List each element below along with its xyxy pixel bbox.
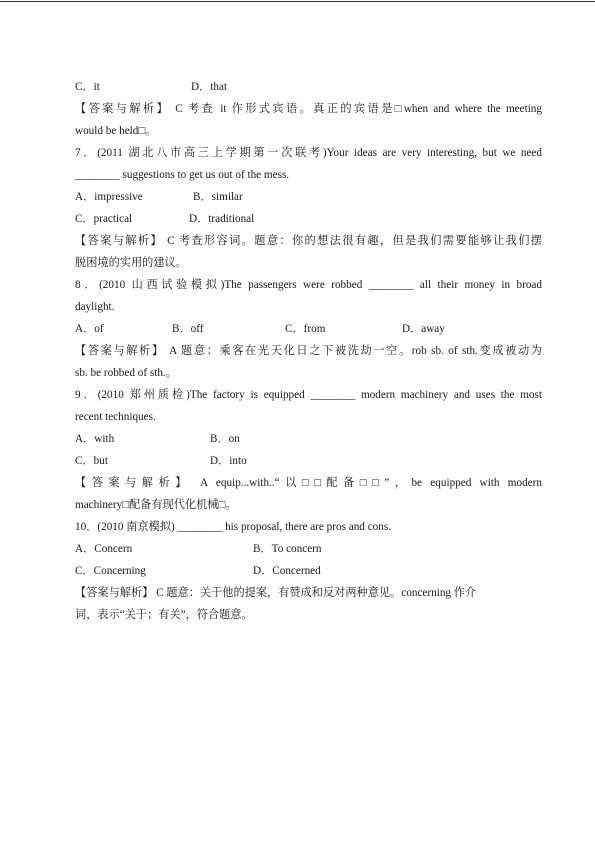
q10-options-row-1	[75, 538, 542, 560]
q7-options-row-2	[75, 208, 542, 230]
q6-answer-line-1: 【答案与解析】 C 考查 it 作形式宾语。真正的宾语是□when and where the meeting	[75, 103, 542, 115]
q10-option-b: B．To concern	[253, 543, 322, 555]
q9-answer-line-1: 【答案与解析】 A equip...with..“以□□配备□□”，be equipped with modern	[75, 477, 542, 489]
page-top-rule	[0, 1, 595, 2]
q7-answer-line-1: 【答案与解析】 C 考查形容词。题意：你的想法很有趣，但是我们需要能够让我们摆	[75, 235, 542, 247]
q9-option-b: B．on	[210, 433, 240, 445]
q7-stem-line-1: 7．(2011 湖北八市高三上学期第一次联考)Your ideas are very interesting, but we need	[75, 147, 542, 159]
q7-option-a: A．impressive	[75, 191, 143, 203]
q6-options-row	[75, 76, 542, 98]
q9-option-a: A．with	[75, 433, 115, 445]
q8-option-d: D．away	[402, 323, 445, 335]
q9-options-row-1	[75, 428, 542, 450]
q9-option-c: C．but	[75, 455, 108, 467]
q9-options-row-2	[75, 450, 542, 472]
q8-answer-line-1: 【答案与解析】 A 题意：乘客在光天化日之下被洗劫一空。rob sb. of sth.变成被动为	[75, 345, 542, 357]
q10-answer-line-1: 【答案与解析】 C 题意：关于他的提案，有赞成和反对两种意见。concerning 作介	[75, 587, 477, 599]
q9-stem-line-2: recent techniques.	[75, 411, 156, 423]
q10-answer-line-2: 词，表示“关于；有关”，符合题意。	[75, 609, 253, 621]
q10-options-row-2	[75, 560, 542, 582]
q6-answer-line-2: would be held□。	[75, 125, 157, 137]
q7-option-c: C．practical	[75, 213, 133, 225]
q7-stem-line-2: ________ suggestions to get us out of the mess.	[75, 169, 290, 181]
q8-option-b: B．off	[172, 323, 204, 335]
q9-stem-line-1: 9．(2010 郑州质检)The factory is equipped ________ modern machinery and uses the most	[75, 389, 542, 401]
q8-stem-line-2: daylight.	[75, 301, 115, 313]
q10-option-c: C．Concerning	[75, 565, 146, 577]
q6-option-d: D．that	[191, 81, 228, 93]
q7-option-d: D．traditional	[189, 213, 255, 225]
q8-stem-line-1: 8．(2010 山西试验模拟)The passengers were robbed ________ all their money in broad	[75, 279, 542, 291]
q10-option-a: A．Concern	[75, 543, 133, 555]
q7-answer-line-2: 脱困境的实用的建议。	[75, 257, 187, 269]
document-body	[75, 76, 542, 626]
q8-options-row	[75, 318, 542, 340]
q6-option-c: C．it	[75, 81, 100, 93]
q9-option-d: D．into	[210, 455, 247, 467]
q8-option-a: A．of	[75, 323, 104, 335]
q8-answer-line-2: sb. be robbed of sth.。	[75, 367, 177, 379]
q7-option-b: B．similar	[193, 191, 243, 203]
q7-options-row-1	[75, 186, 542, 208]
q10-option-d: D．Concerned	[253, 565, 321, 577]
q10-stem-line-1: 10．(2010 南京模拟) ________ his proposal, there are pros and cons.	[75, 521, 391, 533]
q9-answer-line-2: machinery□配备有现代化机械□。	[75, 499, 237, 511]
q8-option-c: C．from	[285, 323, 326, 335]
